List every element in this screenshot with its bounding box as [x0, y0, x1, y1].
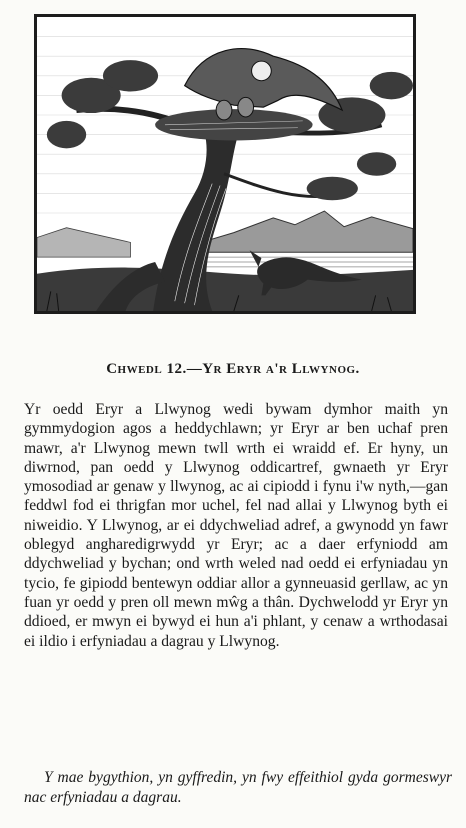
fable-paragraph: Yr oedd Eryr a Llwynog wedi bywam dymhor maith yn gymmydogion agos a heddychlawn; yr Eryr ar ben uchaf pren mawr, a'r Llwynog mewn twll wrth ei wraidd ef. Er hyny, un diwrnod, pan oedd y Llwynog oddicartref, gwnaeth yr Eryr ymosodiad ar genaw y llwynog, ac ai cipiodd i fynu i'w nyth,—gan feddwl fod ei thrigfan mor uchel, fel nad allai y Llwynog byth ei niweidio. Y Llwynog, ar ei ddychweliad adref, a gwynodd yn fawr oblegyd angharedigrwydd yr Eryr; ac a daer erfyniodd am ddychweliad y bychan; ond wrth weled nad oedd ei erfyniadau yn tycio, fe gipiodd bentewyn oddiar allor a gynneuasid gerllaw, ac yn fuan yr oedd y pren oll mewn mŵg a thân. Dychwelodd yr Eryr yn ddioed, er mwyn ei bywyd ei hun a'i phlant, y cenaw a wrthodasai ei ildio i erfyniadau a dagrau y Llwynog.	[24, 401, 448, 650]
woodcut-illustration	[34, 14, 416, 314]
fable-moral: Y mae bygythion, yn gyffredin, yn fwy effeithiol gyda gormeswyr nac erfyniadau a dagrau.	[24, 769, 452, 806]
fable-title: Chwedl 12.—Yr Eryr a'r Llwynog.	[106, 361, 360, 377]
eagle-fox-engraving	[37, 17, 413, 311]
fable-body	[24, 400, 448, 651]
